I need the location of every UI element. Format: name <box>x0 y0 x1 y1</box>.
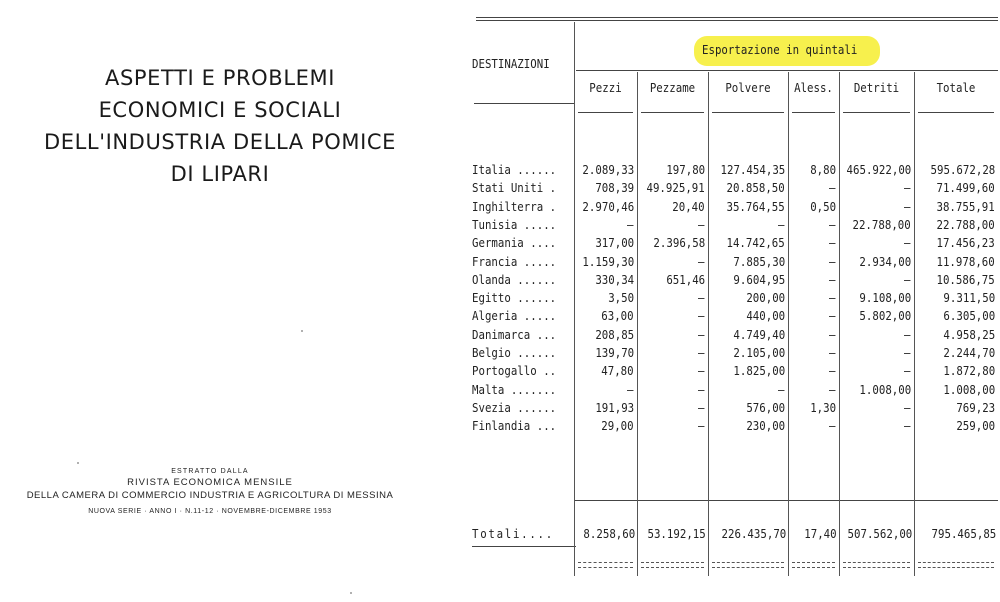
cell-pezzi: 208,85 <box>595 326 634 342</box>
cell-detriti: — <box>904 198 911 214</box>
cell-pezzi: 191,93 <box>595 399 634 415</box>
total-pezzame: 53.192,15 <box>647 526 706 541</box>
cell-totale: 1.008,00 <box>943 381 995 397</box>
totals-double-rule <box>641 562 704 568</box>
row-label: Danimarca ... <box>472 326 557 342</box>
column-separator <box>914 72 915 576</box>
cell-totale: 10.586,75 <box>936 271 995 287</box>
title-line: ASPETTI E PROBLEMI <box>105 66 335 90</box>
column-header-rule <box>578 112 633 113</box>
header-rule <box>576 70 998 71</box>
cell-pezzi: 3,50 <box>608 290 634 306</box>
cell-polvere: 440,00 <box>746 308 785 324</box>
title-page <box>0 0 460 602</box>
cell-polvere: 35.764,55 <box>726 198 785 214</box>
cell-totale: 1.872,80 <box>943 363 995 379</box>
cell-pezzame: — <box>698 253 705 269</box>
credit-line: ESTRATTO DALLA <box>171 468 249 475</box>
column-separator <box>839 72 840 576</box>
column-header-rule <box>641 112 704 113</box>
cell-detriti: — <box>904 235 911 251</box>
column-separator <box>708 72 709 576</box>
cell-pezzame: — <box>698 290 705 306</box>
cell-totale: 769,23 <box>956 399 995 415</box>
cell-totale: 17.456,23 <box>936 235 995 251</box>
row-label: Olanda ...... <box>472 271 557 287</box>
total-totale: 795.465,85 <box>931 526 996 541</box>
totals-label: Totali.... <box>472 526 554 541</box>
cell-pezzame: 197,80 <box>666 162 705 177</box>
cell-detriti: 9.108,00 <box>859 290 911 306</box>
cell-aless: — <box>829 253 836 269</box>
row-label: Francia ..... <box>472 253 557 269</box>
paper-speck <box>350 592 352 594</box>
cell-polvere: 9.604,95 <box>733 271 785 287</box>
cell-totale: 71.499,60 <box>936 180 995 196</box>
total-polvere: 226.435,70 <box>721 526 786 541</box>
row-label: Belgio ...... <box>472 345 557 360</box>
cell-detriti: 5.802,00 <box>859 308 911 324</box>
cell-pezzame: — <box>698 363 705 379</box>
column-header-rule <box>712 112 784 113</box>
cell-totale: 38.755,91 <box>936 198 995 214</box>
cell-aless: — <box>829 235 836 251</box>
row-label: Egitto ...... <box>472 290 557 306</box>
cell-polvere: 4.749,40 <box>733 326 785 342</box>
cell-pezzi: 29,00 <box>601 418 634 434</box>
cell-polvere: 576,00 <box>746 399 785 415</box>
column-header-rule <box>843 112 910 113</box>
cell-pezzi: 63,00 <box>601 308 634 324</box>
cell-detriti: — <box>904 399 911 415</box>
cell-aless: 1,30 <box>810 399 836 415</box>
cell-polvere: 230,00 <box>746 418 785 434</box>
cell-detriti: 22.788,00 <box>852 216 911 232</box>
totals-double-rule <box>918 562 994 568</box>
cell-aless: — <box>829 418 836 434</box>
column-separator <box>574 22 575 576</box>
cell-aless: — <box>829 290 836 306</box>
cell-pezzame: — <box>698 216 705 232</box>
cell-pezzame: 2.396,58 <box>653 235 705 251</box>
cell-polvere: 14.742,65 <box>726 235 785 251</box>
cell-pezzame: — <box>698 326 705 342</box>
row-label: Algeria ..... <box>472 308 557 324</box>
credit-line: RIVISTA ECONOMICA MENSILE <box>127 477 293 488</box>
document-title <box>10 62 430 190</box>
row-label: Svezia ...... <box>472 399 557 415</box>
cell-aless: 8,80 <box>810 162 836 177</box>
top-rule <box>476 17 998 18</box>
row-label: Germania .... <box>472 235 557 251</box>
cell-totale: 11.978,60 <box>936 253 995 269</box>
cell-detriti: 465.922,00 <box>846 162 911 177</box>
totals-double-rule <box>792 562 835 568</box>
cell-detriti: — <box>904 180 911 196</box>
cell-totale: 9.311,50 <box>943 290 995 306</box>
cell-pezzi: 47,80 <box>601 363 634 379</box>
cell-pezzame: — <box>698 345 705 360</box>
cell-polvere: 127.454,35 <box>720 162 785 177</box>
totals-double-rule <box>712 562 784 568</box>
cell-totale: 22.788,00 <box>936 216 995 232</box>
cell-pezzame: 49.925,91 <box>646 180 705 196</box>
column-separator <box>788 72 789 576</box>
totals-double-rule <box>578 562 633 568</box>
column-header-rule <box>792 112 835 113</box>
cell-pezzame: — <box>698 418 705 434</box>
cell-pezzi: 708,39 <box>595 180 634 196</box>
cell-pezzi: — <box>627 216 634 232</box>
totals-underline <box>472 546 576 547</box>
cell-pezzi: 330,34 <box>595 271 634 287</box>
cell-totale: 6.305,00 <box>943 308 995 324</box>
cell-aless: — <box>829 308 836 324</box>
paper-speck <box>301 330 303 332</box>
cell-totale: 2.244,70 <box>943 345 995 360</box>
top-rule <box>476 20 998 21</box>
cell-aless: 0,50 <box>810 198 836 214</box>
column-header-pezzi: Pezzi <box>589 80 622 95</box>
cell-totale: 595.672,28 <box>930 162 995 177</box>
title-line: DELL'INDUSTRIA DELLA POMICE <box>43 130 397 154</box>
cell-polvere: — <box>778 216 785 232</box>
cell-pezzi: 139,70 <box>595 345 634 360</box>
cell-aless: — <box>829 216 836 232</box>
title-line: DI LIPARI <box>170 162 270 186</box>
row-label: Portogallo .. <box>472 363 557 379</box>
row-label: Inghilterra . <box>472 198 557 214</box>
total-aless: 17,40 <box>804 526 837 541</box>
row-label: Italia ...... <box>472 162 557 177</box>
publication-credits <box>0 466 420 522</box>
cell-pezzame: 651,46 <box>666 271 705 287</box>
column-separator <box>637 72 638 576</box>
cell-polvere: 20.858,50 <box>726 180 785 196</box>
cell-aless: — <box>829 345 836 360</box>
row-label: Finlandia ... <box>472 418 557 434</box>
total-detriti: 507.562,00 <box>847 526 912 541</box>
cell-pezzi: — <box>627 381 634 397</box>
cell-detriti: — <box>904 271 911 287</box>
cell-pezzi: 2.970,46 <box>582 198 634 214</box>
cell-polvere: 2.105,00 <box>733 345 785 360</box>
cell-detriti: 1.008,00 <box>859 381 911 397</box>
cell-polvere: 1.825,00 <box>733 363 785 379</box>
cell-pezzame: — <box>698 399 705 415</box>
column-header-pezzame: Pezzame <box>649 80 696 95</box>
cell-aless: — <box>829 381 836 397</box>
column-header-rule <box>918 112 994 113</box>
cell-pezzame: — <box>698 381 705 397</box>
cell-pezzi: 1.159,30 <box>582 253 634 269</box>
row-label: Stati Uniti . <box>472 180 557 196</box>
column-header-polvere: Polvere <box>725 80 771 95</box>
cell-aless: — <box>829 363 836 379</box>
totals-double-rule <box>843 562 910 568</box>
group-header: Esportazione in quintali <box>702 42 858 57</box>
cell-detriti: — <box>904 418 911 434</box>
column-header-detriti: Detriti <box>853 80 900 95</box>
total-pezzi: 8.258,60 <box>583 526 635 541</box>
cell-pezzame: 20,40 <box>672 198 705 214</box>
cell-pezzi: 2.089,33 <box>582 162 634 177</box>
paper-speck <box>77 462 79 464</box>
row-label: Tunisia ..... <box>472 216 557 232</box>
credit-line: DELLA CAMERA DI COMMERCIO INDUSTRIA E AGRICOLTURA DI MESSINA <box>26 490 394 501</box>
title-line: ECONOMICI E SOCIALI <box>98 98 342 122</box>
export-table <box>462 0 1000 602</box>
cell-polvere: 7.885,30 <box>733 253 785 269</box>
cell-detriti: — <box>904 363 911 379</box>
column-header-aless: Aless. <box>794 80 833 95</box>
cell-pezzi: 317,00 <box>595 235 634 251</box>
cell-totale: 4.958,25 <box>943 326 995 342</box>
cell-polvere: 200,00 <box>746 290 785 306</box>
cell-aless: — <box>829 271 836 287</box>
cell-detriti: 2.934,00 <box>859 253 911 269</box>
row-header: DESTINAZIONI <box>472 56 550 71</box>
cell-detriti: — <box>904 345 911 360</box>
cell-polvere: — <box>778 381 785 397</box>
cell-totale: 259,00 <box>956 418 995 434</box>
cell-aless: — <box>829 326 836 342</box>
cell-pezzame: — <box>698 308 705 324</box>
cell-detriti: — <box>904 326 911 342</box>
row-label: Malta ....... <box>472 381 557 397</box>
credit-line: NUOVA SERIE · ANNO I · N.11-12 · NOVEMBRE-DICEMBRE 1953 <box>88 508 332 515</box>
cell-aless: — <box>829 180 836 196</box>
header-rule <box>474 103 574 104</box>
column-header-totale: Totale <box>936 80 976 95</box>
